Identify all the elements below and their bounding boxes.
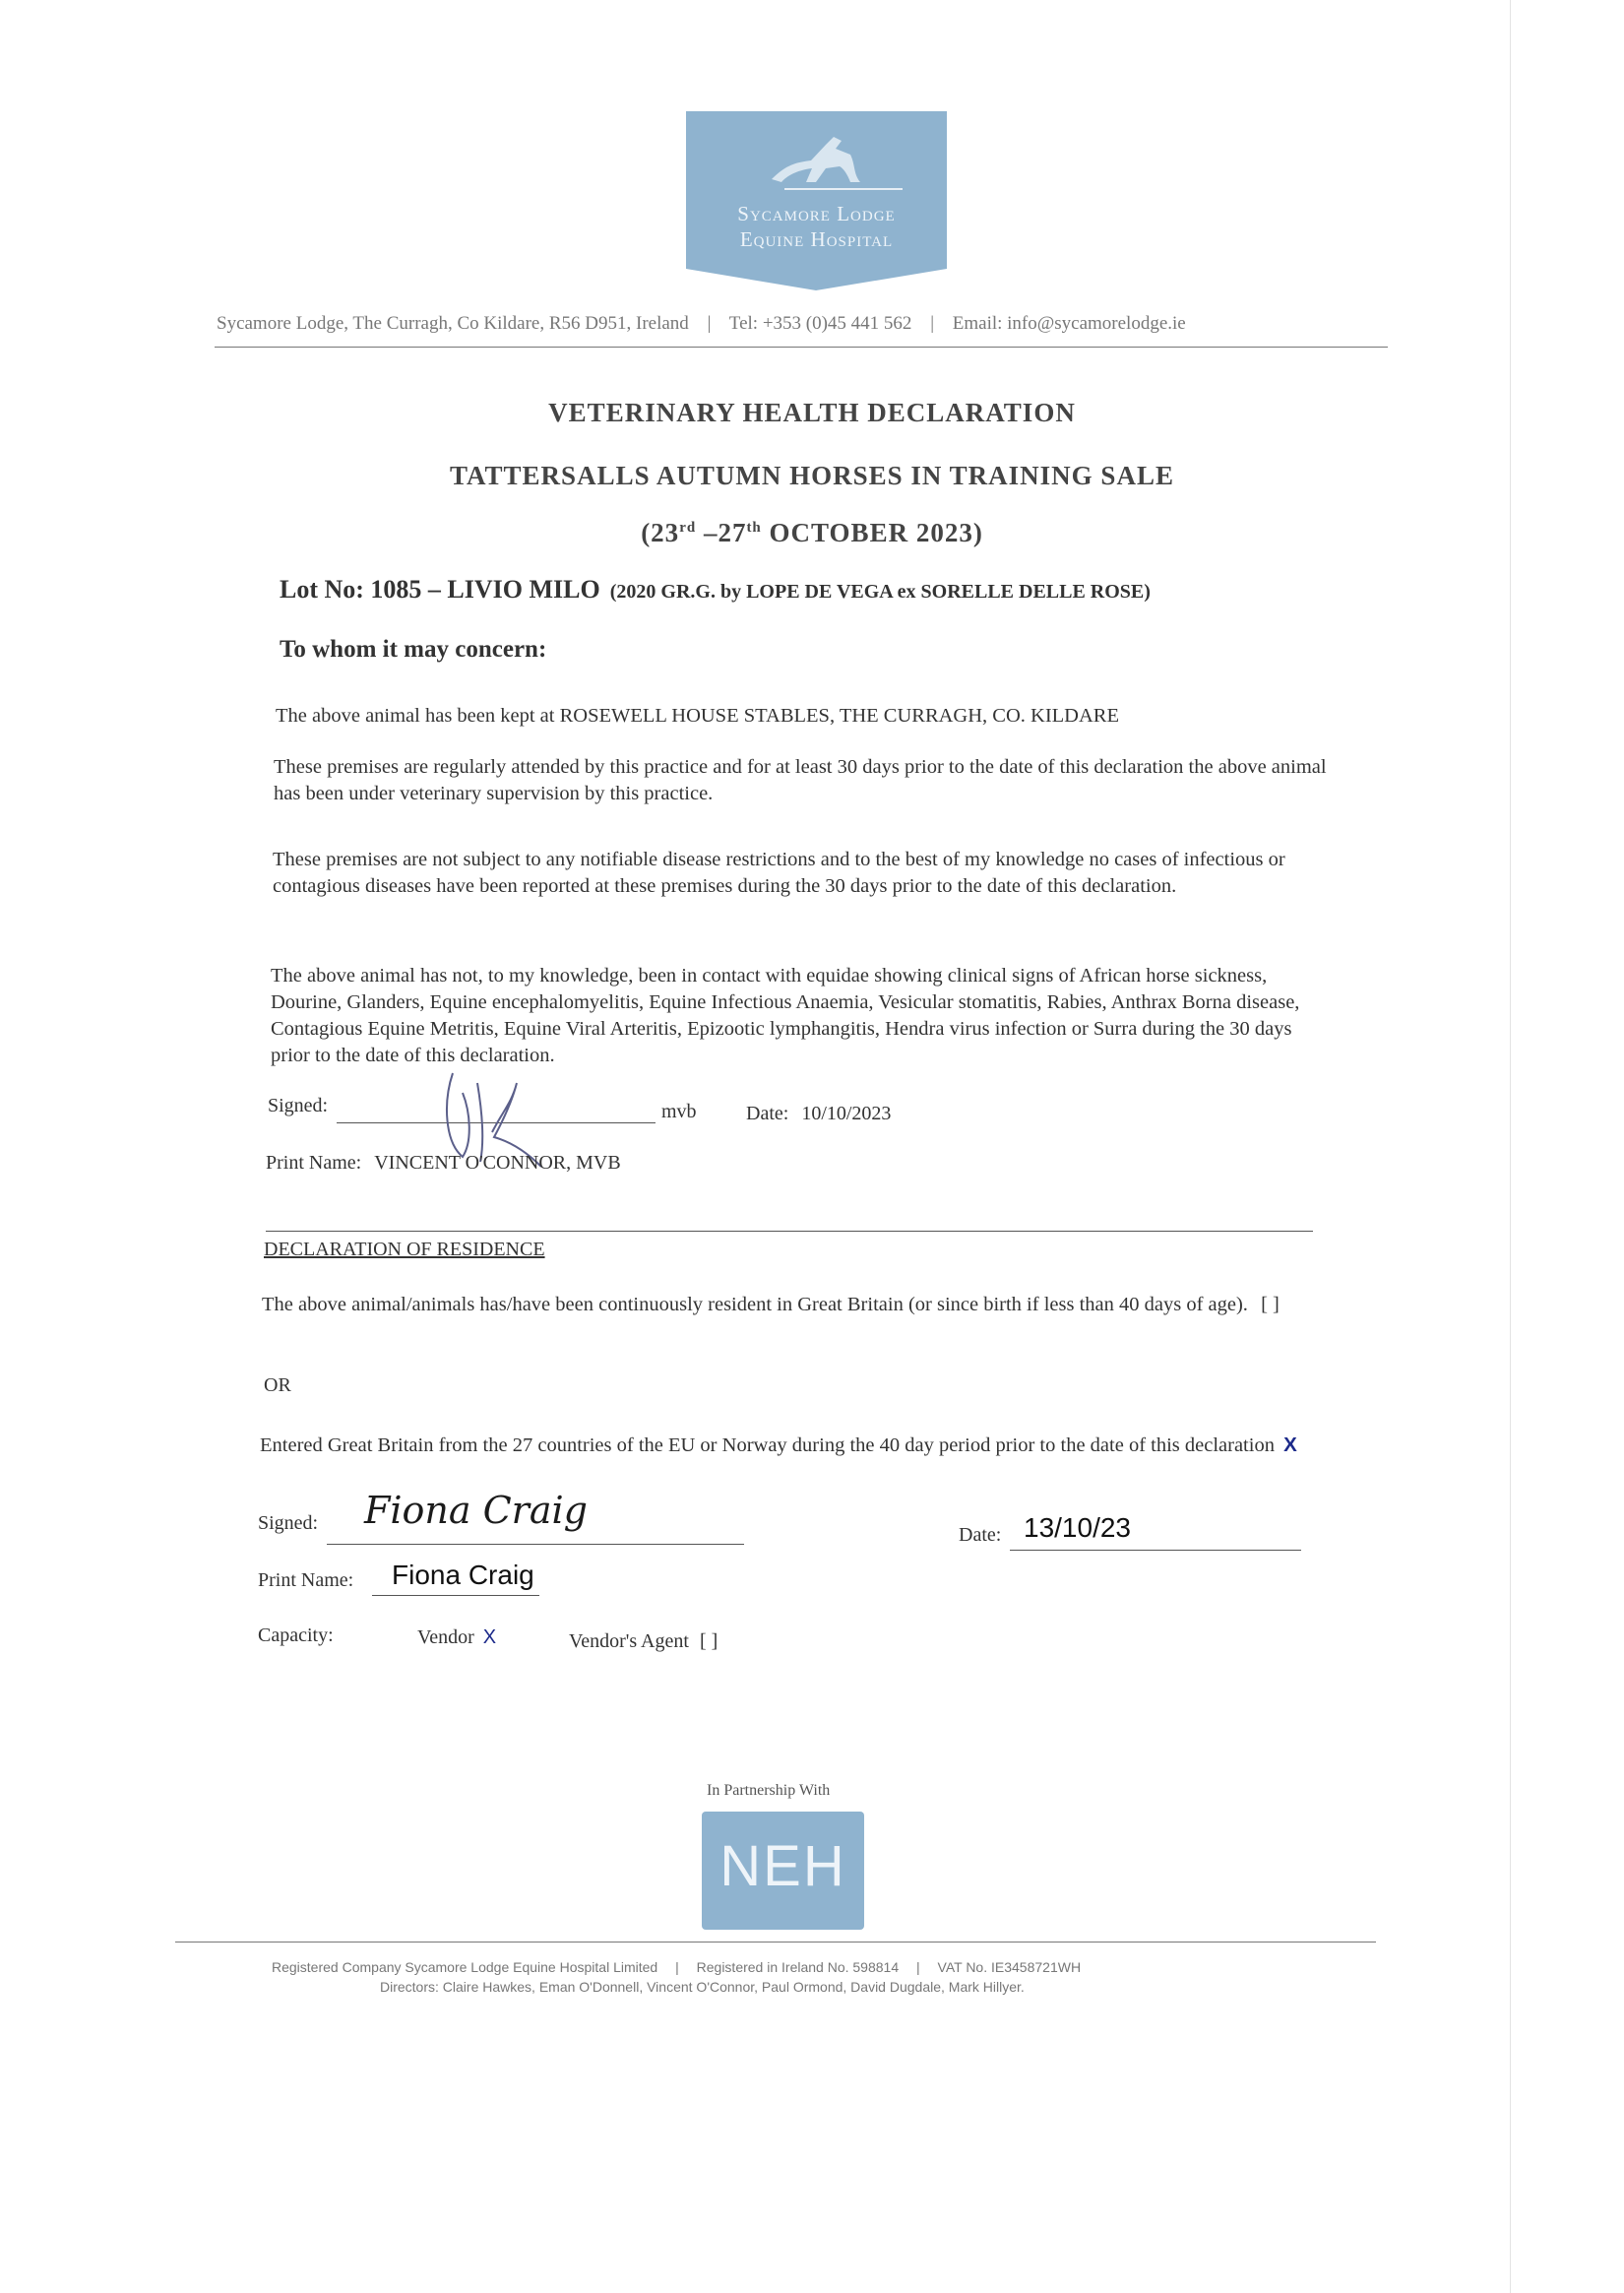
restrictions-paragraph: These premises are not subject to any notifiable disease restrictions and to the best of my knowledge no cases of infectious or contagious diseases have been reported at these premises during the 30 days prior to the date of this declaration. <box>273 849 1285 897</box>
residence-option1 <box>262 1292 1295 1318</box>
hospital-logo <box>686 111 947 269</box>
residence-option1-box: [ ] <box>1261 1294 1280 1315</box>
or-label: OR <box>264 1374 291 1396</box>
logo-banner-tip <box>686 269 947 290</box>
neh-logo-text: NEH <box>719 1834 846 1898</box>
vet-print-value: VINCENT O'CONNOR, MVB <box>374 1152 621 1174</box>
residence-signed-label: Signed: <box>258 1512 319 1534</box>
residence-date-value: 13/10/23 <box>1024 1512 1131 1543</box>
footer-registration: Registered Company Sycamore Lodge Equine Hospital Limited | Registered in Ireland No. 598814 | VAT No. IE3458721WH <box>272 1959 1082 1975</box>
residence-signature-line <box>327 1544 744 1545</box>
contact-line: Sycamore Lodge, The Curragh, Co Kildare, R56 D951, Ireland | Tel: +353 (0)45 441 562 | Email: info@sycamorelodge.ie <box>217 313 1186 334</box>
declaration-title: VETERINARY HEALTH DECLARATION <box>548 398 1076 427</box>
vendor-checkbox: X <box>482 1626 497 1648</box>
contact-diseases-paragraph: The above animal has not, to my knowledge, been in contact with equidae showing clinical signs of African horse sickness, Dourine, Glanders, Equine encephalomyelitis, Equine Infectious Anaemia, Vesicular stomatitis, Rabies, Anthrax Borna disease, Contagious Equine Metritis, Equine Viral Arteritis, Epizootic lymphangitis, Hendra virus infection or Surra during the 30 days prior to the date of this declaration. <box>271 965 1300 1066</box>
salutation: To whom it may concern: <box>280 636 547 663</box>
footer-vat: VAT No. IE3458721WH <box>937 1959 1082 1975</box>
residence-option1-text: The above animal/animals has/have been continuously resident in Great Britain (or since birth if less than 40 days of age). <box>262 1294 1248 1315</box>
residence-option2-text: Entered Great Britain from the 27 countries of the EU or Norway during the 40 day period prior to the date of this declaration <box>260 1434 1275 1456</box>
agent-checkbox: [ ] <box>699 1630 718 1652</box>
sale-title: TATTERSALLS AUTUMN HORSES IN TRAINING SALE <box>450 461 1174 490</box>
residence-print-value: Fiona Craig <box>392 1560 534 1590</box>
logo-rule <box>784 188 903 190</box>
kept-at-paragraph: The above animal has been kept at ROSEWELL HOUSE STABLES, THE CURRAGH, CO. KILDARE <box>276 705 1119 727</box>
logo-line1: Sycamore Lodge <box>737 202 896 225</box>
lot-detail: (2020 GR.G. by LOPE DE VEGA ex SORELLE DELLE ROSE) <box>609 581 1151 603</box>
vet-date <box>746 1103 891 1125</box>
footer-reg-number: Registered in Ireland No. 598814 <box>696 1959 900 1975</box>
residence-option2 <box>260 1432 1303 1459</box>
vet-print-label: Print Name: <box>266 1152 362 1174</box>
footer-directors: Directors: Claire Hawkes, Eman O'Donnell, Vincent O'Connor, Paul Ormond, David Dugdale, Mark Hillyer. <box>380 1979 1025 1995</box>
vet-print-name <box>266 1152 621 1175</box>
telephone: Tel: +353 (0)45 441 562 <box>728 313 912 334</box>
section-divider <box>266 1231 1313 1232</box>
horse-rider-icon <box>757 125 875 184</box>
partnership-label: In Partnership With <box>707 1782 831 1799</box>
vendor-option <box>417 1626 496 1649</box>
neh-logo <box>702 1812 864 1930</box>
email: Email: info@sycamorelodge.ie <box>952 313 1186 334</box>
vet-signed-label: Signed: <box>268 1095 329 1116</box>
residence-print-label: Print Name: <box>258 1569 354 1591</box>
footer-company: Registered Company Sycamore Lodge Equine Hospital Limited <box>272 1959 658 1975</box>
dates-prefix: (23 <box>641 518 680 547</box>
residence-signature: Fiona Craig <box>364 1489 588 1532</box>
residence-date-label: Date: <box>959 1524 1002 1546</box>
agent-label: Vendor's Agent <box>569 1630 689 1652</box>
sale-dates <box>0 518 1624 548</box>
dates-suffix: OCTOBER 2023) <box>761 518 983 547</box>
residence-date-line <box>1010 1550 1301 1551</box>
residence-heading: DECLARATION OF RESIDENCE <box>264 1239 545 1260</box>
vendor-label: Vendor <box>417 1626 474 1648</box>
supervision-paragraph: These premises are regularly attended by this practice and for at least 30 days prior to the date of this declaration the above animal has been under veterinary supervision by this practice. <box>274 756 1327 804</box>
vet-mvb-suffix: mvb <box>661 1101 697 1122</box>
lot-label: Lot No: 1085 – LIVIO MILO <box>280 575 600 604</box>
residence-option2-box: X <box>1283 1433 1297 1456</box>
capacity-label: Capacity: <box>258 1624 334 1646</box>
agent-option <box>569 1630 718 1653</box>
residence-print-line <box>372 1595 539 1596</box>
letterhead-divider <box>215 347 1388 348</box>
address: Sycamore Lodge, The Curragh, Co Kildare, R56 D951, Ireland <box>217 313 689 334</box>
logo-line2: Equine Hospital <box>739 227 894 251</box>
dates-sup1: rd <box>679 520 697 536</box>
lot-line <box>280 575 1151 605</box>
footer-divider <box>175 1942 1376 1943</box>
dates-mid: –27 <box>696 518 747 547</box>
scan-edge <box>1510 0 1511 2293</box>
dates-sup2: th <box>746 520 762 536</box>
vet-date-label: Date: <box>746 1103 789 1124</box>
vet-date-value: 10/10/2023 <box>801 1103 892 1124</box>
